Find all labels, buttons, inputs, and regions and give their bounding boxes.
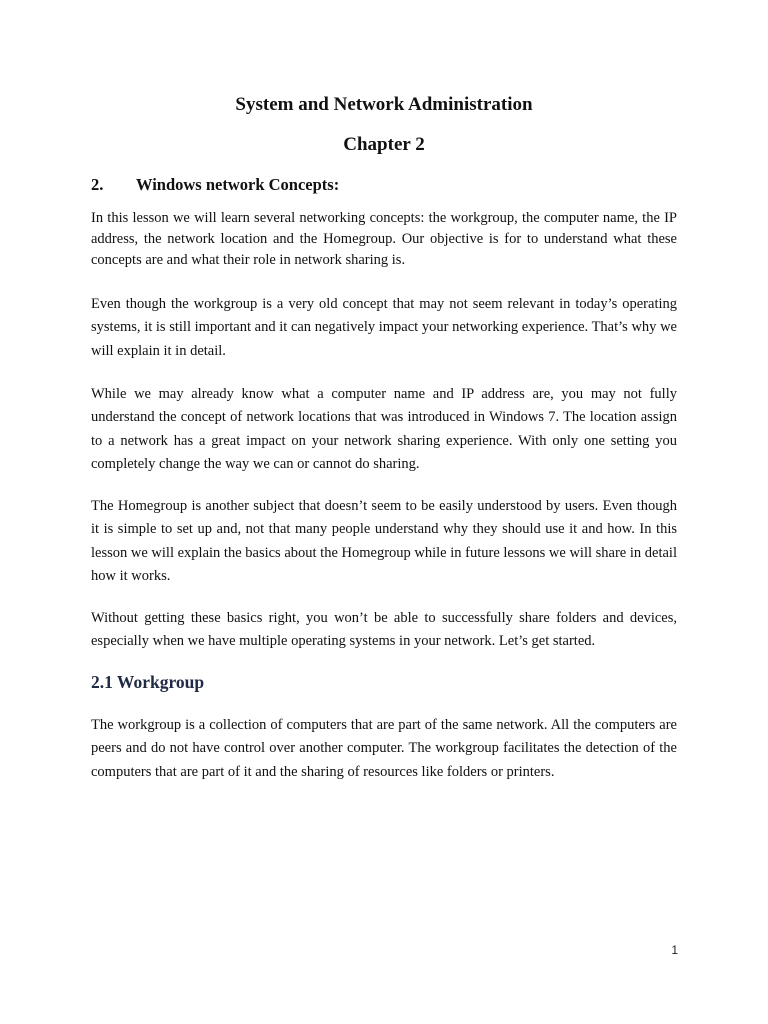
section-heading <box>91 173 677 197</box>
paragraph-intro: In this lesson we will learn several networking concepts: the workgroup, the computer name, the IP address, the network location and the Homegroup. Our objective is for to understand what these concepts are and what their role in network sharing is. <box>91 210 677 268</box>
paragraph-workgroup-definition: The workgroup is a collection of computers that are part of the same network. All the computers are peers and do not have control over another computer. The workgroup facilitates the detection of the computers that are part of it and the sharing of resources like folders or printers. <box>91 717 677 780</box>
page-number: 1 <box>671 943 678 957</box>
document-title: System and Network Administration <box>235 94 533 115</box>
subsection-heading: 2.1 Workgroup <box>91 672 205 692</box>
paragraph-network-locations: While we may already know what a computer name and IP address are, you may not fully understand the concept of network locations that was introduced in Windows 7. The location assign to a network has a great impact on your network sharing experience. With only one setting you completely change the way we can or cannot do sharing. <box>91 386 677 472</box>
paragraph-workgroup-overview: Even though the workgroup is a very old concept that may not seem relevant in today’s operating systems, it is still important and it can negatively impact your networking experience. That’s why we will explain it in detail. <box>91 296 677 359</box>
paragraph-conclusion: Without getting these basics right, you won’t be able to successfully share folders and devices, especially when we have multiple operating systems in your network. Let’s get started. <box>91 610 677 650</box>
paragraph-homegroup: The Homegroup is another subject that doesn’t seem to be easily understood by users. Even though it is simple to set up and, not that many people understand why they should use it and how. In this lesson we will explain the basics about the Homegroup while in future lessons we will share in detail how it works. <box>91 498 677 584</box>
section-number: 2. <box>91 175 104 194</box>
chapter-title: Chapter 2 <box>343 134 425 155</box>
section-title: Windows network Concepts: <box>136 175 340 194</box>
